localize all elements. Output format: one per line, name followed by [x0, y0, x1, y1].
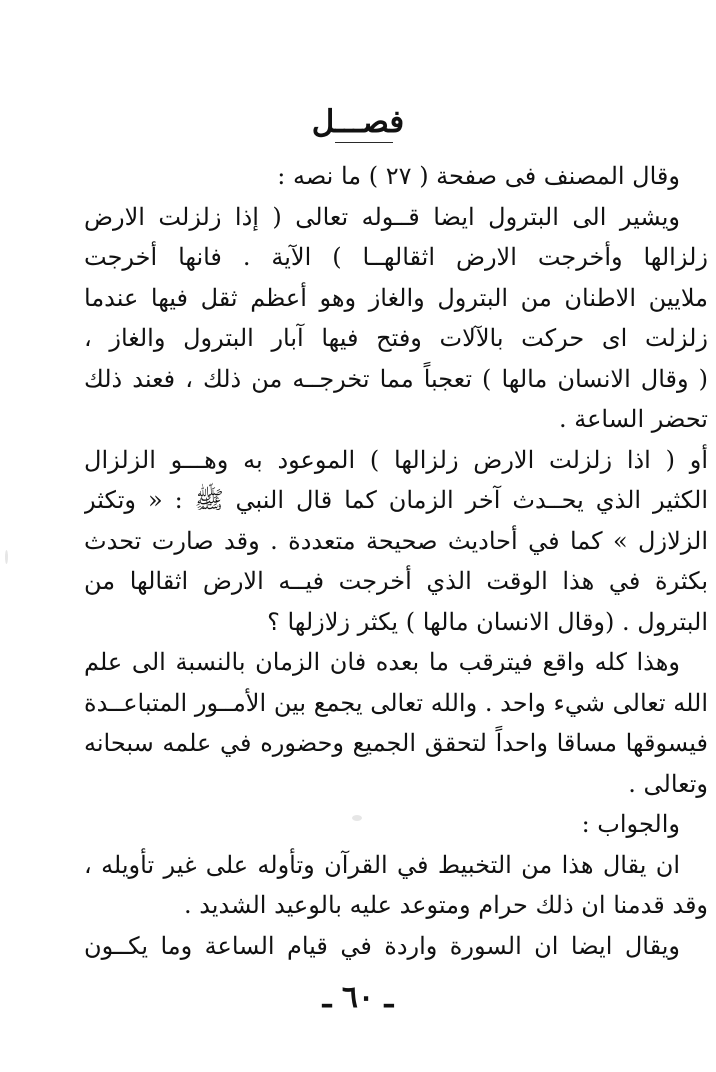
text-line: وتعالى .: [628, 769, 708, 798]
text-line: فيسوقها مساقا واحداً لتحقق الجميع وحضوره في علمه سبحانه: [84, 729, 708, 757]
text-line: ان يقال هذا من التخبيط في القرآن وتأوله على غير تأويله ،: [84, 850, 680, 879]
text-line: ملايين الاطنان من البترول والغاز وهو أعظم ثقل فيها عندما: [84, 283, 708, 312]
text-line: الزلازل » كما في أحاديث صحيحة متعددة . وقد صارت تحدث: [84, 526, 708, 555]
text-line: ( وقال الانسان مالها ) تعجباً مما تخرجــه من ذلك ، فعند ذلك: [84, 364, 708, 393]
scan-speck: [352, 815, 362, 821]
text-line: زلزلت اى حركت بالآلات وفتح فيها آبار البترول والغاز ،: [84, 324, 708, 352]
text-line: البترول . (وقال الانسان مالها ) يكثر زلازلها ؟: [267, 607, 708, 636]
text-line: ويقال ايضا ان السورة واردة في قيام الساعة وما يكــون: [84, 931, 680, 960]
section-heading: فصـــل: [311, 104, 405, 140]
text-line: الكثير الذي يحــدث آخر الزمان كما قال النبي ﷺ : « وتكثر: [84, 486, 708, 514]
text-line: والجواب :: [581, 810, 680, 838]
page-number: ـ ٦٠ ـ: [322, 980, 394, 1015]
text-line: بكثرة في هذا الوقت الذي أخرجت فيــه الارض اثقالها من: [84, 567, 708, 595]
text-line: ويشير الى البترول ايضا قــوله تعالى ( إذا زلزلت الارض: [84, 202, 680, 231]
text-line: وقد قدمنا ان ذلك حرام ومتوعد عليه بالوعيد الشديد .: [183, 891, 708, 919]
text-line: الله تعالى شيء واحد . والله تعالى يجمع بين الأمــور المتباعــدة: [84, 688, 708, 717]
text-line: وقال المصنف فى صفحة ( ٢٧ ) ما نصه :: [277, 162, 680, 190]
text-line: أو ( اذا زلزلت الارض زلزالها ) الموعود به وهـــو الزلزال: [84, 445, 708, 474]
heading-underline: [335, 142, 393, 143]
body-text: [84, 156, 708, 966]
text-line: زلزالها وأخرجت الارض اثقالهــا ) الآية . فانها أخرجت: [84, 243, 708, 271]
scan-speck: [5, 550, 8, 564]
text-line: وهذا كله واقع فيترقب ما بعده فان الزمان بالنسبة الى علم: [84, 648, 680, 676]
text-line: تحضر الساعة .: [558, 405, 708, 433]
